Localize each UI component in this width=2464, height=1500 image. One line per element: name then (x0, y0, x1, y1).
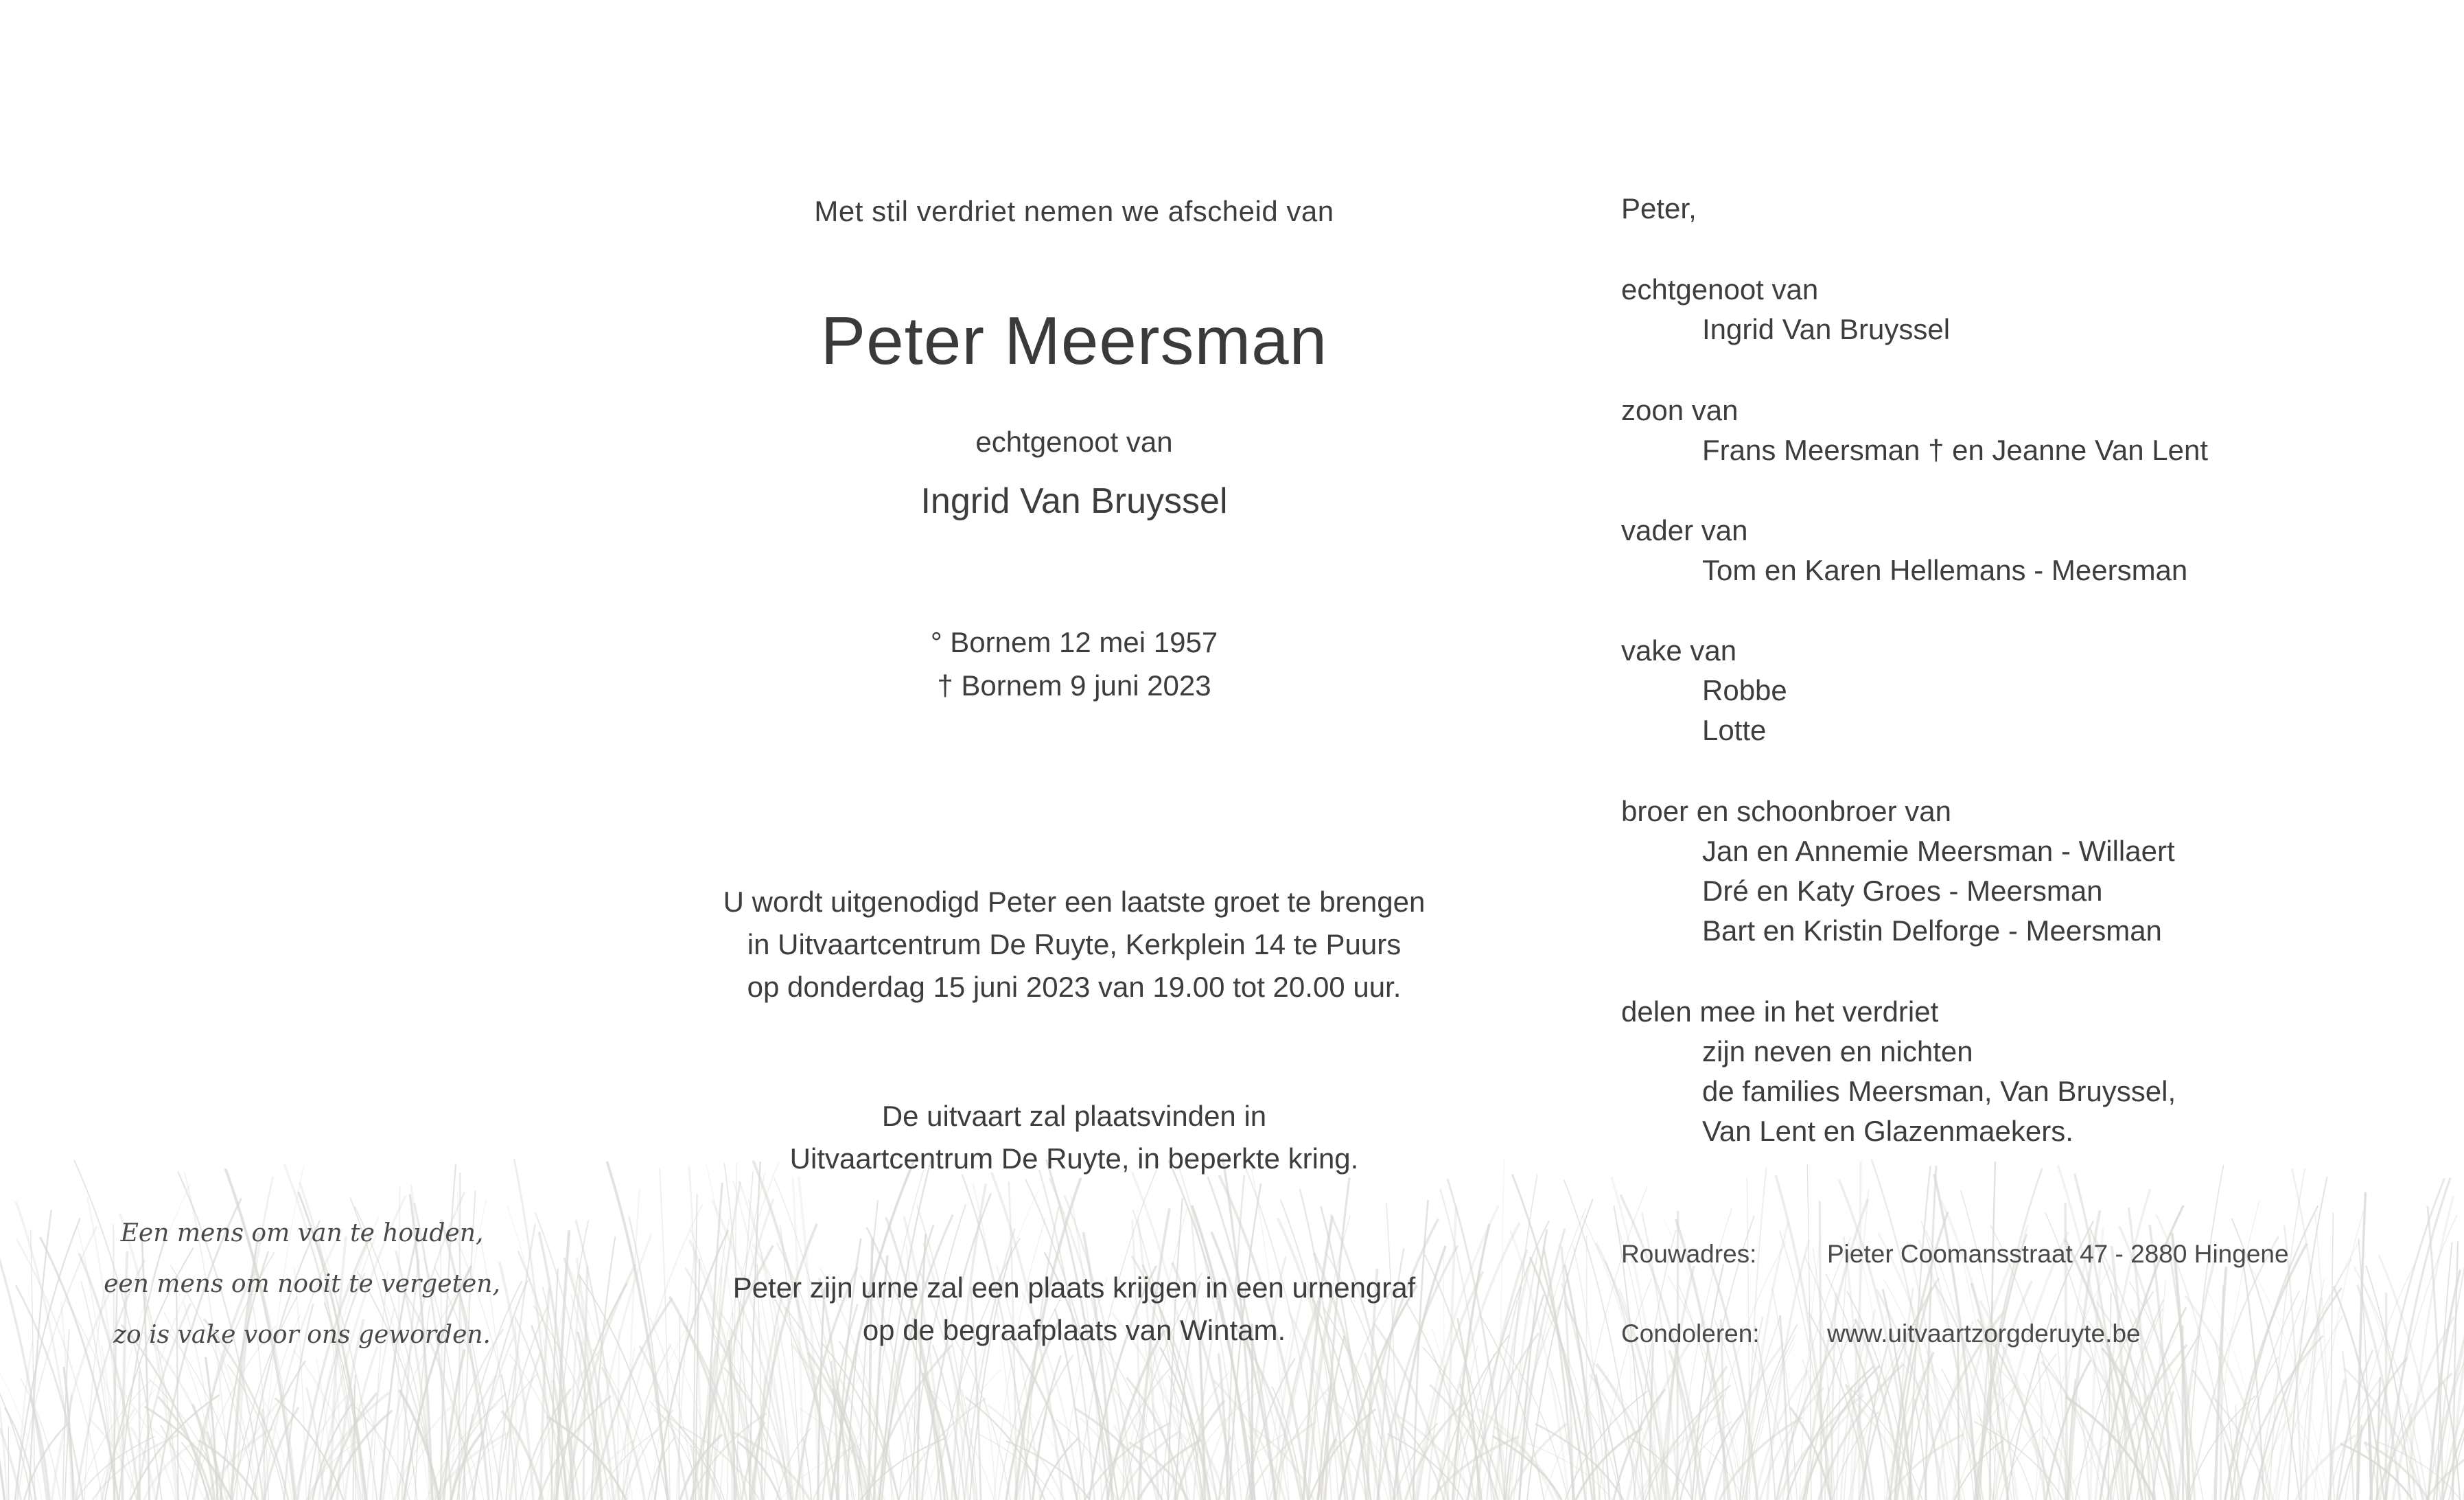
condolence-link[interactable]: www.uitvaartzorgderuyte.be (1827, 1319, 2141, 1348)
urn-line-1: Peter zijn urne zal een plaats krijgen in een urnengraf (732, 1271, 1416, 1304)
death-date: † Bornem 9 juni 2023 (937, 669, 1211, 702)
condolence-label: Condoleren: (1621, 1319, 1760, 1348)
address-label: Rouwadres: (1621, 1240, 1757, 1268)
family-member: Jan en Annemie Meersman - Willaert (1702, 835, 2175, 867)
family-group-label: vake van (1621, 634, 1737, 667)
address-value: Pieter Coomansstraat 47 - 2880 Hingene (1827, 1240, 2289, 1268)
family-group-label: delen mee in het verdriet (1621, 995, 1939, 1028)
grass-blade (2337, 1350, 2373, 1500)
family-member: Dré en Katy Groes - Meersman (1702, 875, 2103, 907)
family-member: Ingrid Van Bruyssel (1702, 313, 1951, 345)
grass-blade (1820, 1201, 1822, 1500)
grass-blade (984, 1397, 996, 1500)
intro-text: Met stil verdriet nemen we afscheid van (814, 195, 1334, 227)
grass-blade (84, 1290, 104, 1500)
family-group-label: vader van (1621, 514, 1748, 546)
urn-line-2: op de begraafplaats van Wintam. (862, 1314, 1286, 1346)
funeral-line-2: Uitvaartcentrum De Ruyte, in beperkte kring. (789, 1142, 1359, 1175)
quote-line-3: zo is vake voor ons geworden. (113, 1321, 491, 1349)
invitation-line-3: op donderdag 15 juni 2023 van 19.00 tot 20.00 uur. (747, 971, 1402, 1003)
family-member: Lotte (1702, 714, 1767, 746)
family-member: Tom en Karen Hellemans - Meersman (1702, 554, 2188, 586)
family-greeting: Peter, (1621, 192, 1697, 224)
family-member: Van Lent en Glazenmaekers. (1702, 1115, 2073, 1147)
memorial-quote (103, 1208, 501, 1361)
quote-line-2: een mens om nooit te vergeten, (104, 1270, 500, 1298)
family-member: Robbe (1702, 674, 1787, 706)
family-group-label: echtgenoot van (1621, 273, 1819, 305)
family-member: Bart en Kristin Delforge - Meersman (1702, 914, 2162, 947)
invitation-line-1: U wordt uitgenodigd Peter een laatste groet te brengen (723, 886, 1426, 918)
birth-date: ° Bornem 12 mei 1957 (930, 626, 1218, 658)
family-group-label: zoon van (1621, 394, 1739, 426)
family-member: de families Meersman, Van Bruyssel, (1702, 1075, 2176, 1107)
grass-blade (444, 1349, 465, 1500)
invitation-line-2: in Uitvaartcentrum De Ruyte, Kerkplein 14 te Puurs (747, 928, 1402, 960)
deceased-name: Peter Meersman (820, 303, 1328, 378)
funeral-line-1: De uitvaart zal plaatsvinden in (881, 1100, 1267, 1132)
spouse-label: echtgenoot van (975, 426, 1173, 458)
family-member: Frans Meersman † en Jeanne Van Lent (1702, 434, 2208, 466)
family-member: zijn neven en nichten (1702, 1035, 1973, 1068)
quote-line-1: Een mens om van te houden, (120, 1219, 484, 1247)
grass-blade (1755, 1326, 1776, 1500)
spouse-name: Ingrid Van Bruyssel (920, 481, 1228, 521)
family-group-label: broer en schoonbroer van (1621, 795, 1951, 827)
grass-blade (144, 1442, 195, 1500)
